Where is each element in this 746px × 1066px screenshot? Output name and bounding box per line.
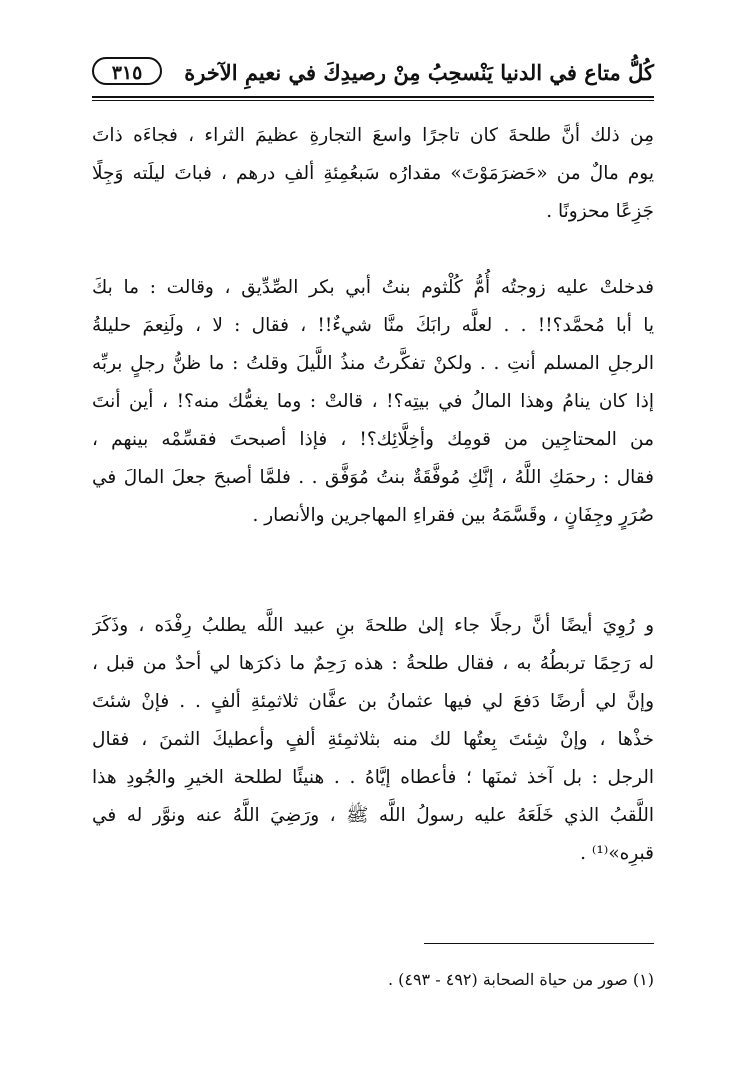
text-line: فدخلتْ عليه زوجتُه أُمُّ كُلْثوم بنتُ أبي بكر الصِّدِّيق ، وقالت : ما بكَ xyxy=(92,277,654,298)
header-rule-thin xyxy=(92,100,654,101)
paragraph-2 xyxy=(92,269,654,535)
running-header xyxy=(92,56,654,96)
footnote: (١) صور من حياة الصحابة (٤٩٢ - ٤٩٣) . xyxy=(387,970,654,989)
paragraph-3 xyxy=(92,607,654,873)
text-line: صُرَرٍ وجِفَانٍ ، وقَسَّمَهُ بين فقراءِ المهاجرين والأنصار . xyxy=(252,505,654,526)
footnote-separator xyxy=(424,943,654,944)
chapter-title: كُلُّ متاع في الدنيا يَنْسحِبُ مِنْ رصيدِكَ في نعيمِ الآخرة xyxy=(184,60,654,85)
text-line: من المحتاجِين من قومِك وأخِلَّائِك؟! ، فإذا أصبحتَ فقسِّمْه بينهم ، xyxy=(92,429,654,450)
text-line: وإنَّ لي أرضًا دَفعَ لي فيها عثمانُ بن عفَّان ثلاثمِئةِ ألفٍ . . فإنْ شئتَ xyxy=(92,691,654,712)
text-line: إذا كان ينامُ وهذا المالُ في بيتِه؟! ، قالتْ : وما يغمُّك منه؟! ، أين أنتَ xyxy=(92,391,654,412)
text-line: جَزِعًا محزونًا . xyxy=(546,201,654,222)
text-line: فقال : رحمَكِ اللَّهُ ، إنَّكِ مُوفَّقَةٌ بنتُ مُوَفَّق . . فلمَّا أصبحَ جعلَ المالَ في xyxy=(92,467,654,488)
text-line: له رَحِمًا تربطُهُ به ، فقال طلحةُ : هذه رَحِمٌ ما ذكرَها لي أحدٌ من قبل ، xyxy=(92,653,654,674)
text-line: قبرِه»⁽¹⁾ . xyxy=(580,843,654,864)
text-line: اللَّقبُ الذي خَلَعَهُ عليه رسولُ اللَّه ﷺ ، ورَضِيَ اللَّهُ عنه ونوَّر له في xyxy=(92,805,654,826)
text-line: يوم مالٌ من «حَضرَمَوْتَ» مقدارُه سَبعُمِئةِ ألفِ درهم ، فباتَ ليلَته وَجِلًا xyxy=(92,163,654,184)
text-line: الرجل : بل آخذ ثمنَها ؛ فأعطاه إيَّاهُ . . هنيئًا لطلحة الخيرِ والجُودِ هذا xyxy=(92,767,654,788)
text-line: يا أبا مُحمَّد؟!! . . لعلَّه رابَكَ منَّا شيءٌ!! ، فقال : لا ، ولَنِعمَ حليلةُ xyxy=(92,315,654,336)
paragraph-1 xyxy=(92,117,654,231)
text-line: مِن ذلك أنَّ طلحةَ كان تاجرًا واسعَ التجارةِ عظيمَ الثراء ، فجاءَه ذاتَ xyxy=(92,125,654,146)
page-number: ٣١٥ xyxy=(92,57,162,85)
text-line: الرجلِ المسلم أنتِ . . ولكنْ تفكَّرتُ منذُ اللَّيلَ وقلتُ : ما ظنُّ رجلٍ بربِّه xyxy=(92,353,654,374)
text-line: و رُوِيَ أيضًا أنَّ رجلًا جاء إلىٰ طلحةَ بنِ عبيد اللَّه يطلبُ رِفْدَه ، وذَكَرَ xyxy=(92,615,654,636)
text-line: خذْها ، وإنْ شِئتَ بِعتُها لك منه بثلاثمِئةِ ألفٍ وأعطيكَ الثمنَ ، فقال xyxy=(92,729,654,750)
header-rule xyxy=(92,96,654,98)
